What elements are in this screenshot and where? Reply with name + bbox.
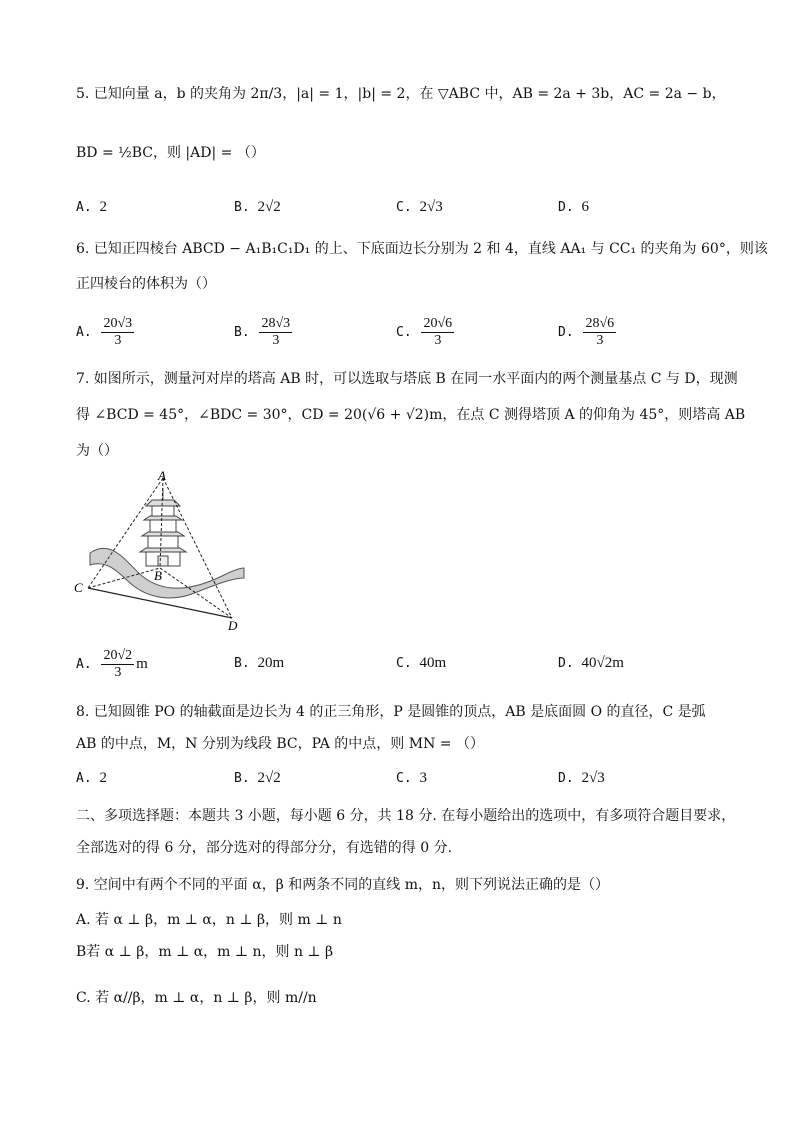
q6-line2: 正四棱台的体积为（） (76, 276, 216, 292)
q7-line2: 得 ∠BCD = 45°，∠BDC = 30°，CD = 20(√6 + √2)m，在点 C 测得塔顶 A 的仰角为 45°，则塔高 AB (76, 407, 746, 423)
q8-option-d: D. 2√3 (558, 770, 605, 786)
q5-line2: BD = ½BC，则 |AD| = （） (76, 145, 265, 161)
q5-line1: 5. 已知向量 a，b 的夹角为 2π/3，|a| = 1，|b| = 2，在 ▽ABC 中，AB = 2a + 3b，AC = 2a − b， (76, 86, 726, 102)
q7-option-a: A. $\frac{20√2}{3}$ m (76, 648, 148, 680)
q7-line3: 为（） (76, 443, 118, 459)
label-b: B (154, 568, 162, 583)
section2-line1: 二、多项选择题：本题共 3 小题，每小题 6 分，共 18 分. 在每小题给出的选项中，有多项符合题目要求， (76, 808, 736, 824)
q6-option-c: C. $\frac{20√6}{3}$ (396, 316, 453, 348)
q6-option-d: D. $\frac{28√6}{3}$ (558, 316, 615, 348)
q8-line2: AB 的中点，M，N 分别为线段 BC，PA 的中点，则 MN = （） (76, 736, 484, 752)
q9-line1: 9. 空间中有两个不同的平面 α，β 和两条不同的直线 m，n，则下列说法正确的是（） (76, 877, 609, 893)
q7-option-d: D. 40√2m (558, 655, 624, 671)
q7-option-c: C. 40m (396, 655, 447, 671)
pagoda-icon (140, 488, 186, 566)
q9-option-c: C. 若 α//β，m ⊥ α，n ⊥ β，则 m//n (76, 990, 317, 1006)
label-d: D (228, 618, 238, 633)
q7-line1: 7. 如图所示，测量河对岸的塔高 AB 时，可以选取与塔底 B 在同一水平面内的两个测量基点 C 与 D，现测 (76, 371, 738, 387)
q9-option-a: A. 若 α ⊥ β，m ⊥ α，n ⊥ β，则 m ⊥ n (76, 912, 342, 928)
q8-option-c: C. 3 (396, 770, 427, 786)
label-a: A (158, 468, 166, 483)
q6-line1: 6. 已知正四棱台 ABCD − A₁B₁C₁D₁ 的上、下底面边长分别为 2 和 4，直线 AA₁ 与 CC₁ 的夹角为 60°，则该 (76, 241, 768, 257)
q8-option-b: B. 2√2 (234, 770, 281, 786)
q5-option-b: B. 2√2 (234, 199, 281, 215)
q5-option-a: A. 2 (76, 199, 107, 215)
q6-option-b: B. $\frac{28√3}{3}$ (234, 316, 291, 348)
label-c: C (74, 580, 83, 595)
q7-option-b: B. 20m (234, 655, 285, 671)
tower-figure (72, 468, 252, 633)
q5-option-c: C. 2√3 (396, 199, 443, 215)
q6-option-a: A. $\frac{20√3}{3}$ (76, 316, 133, 348)
q8-line1: 8. 已知圆锥 PO 的轴截面是边长为 4 的正三角形，P 是圆锥的顶点，AB 是底面圆 O 的直径，C 是弧 (76, 704, 706, 720)
q5-option-d: D. 6 (558, 199, 589, 215)
section2-line2: 全部选对的得 6 分，部分选对的得部分分，有选错的得 0 分. (76, 840, 453, 856)
q9-option-b: B若 α ⊥ β，m ⊥ α，m ⊥ n，则 n ⊥ β (76, 944, 334, 960)
q8-option-a: A. 2 (76, 770, 107, 786)
